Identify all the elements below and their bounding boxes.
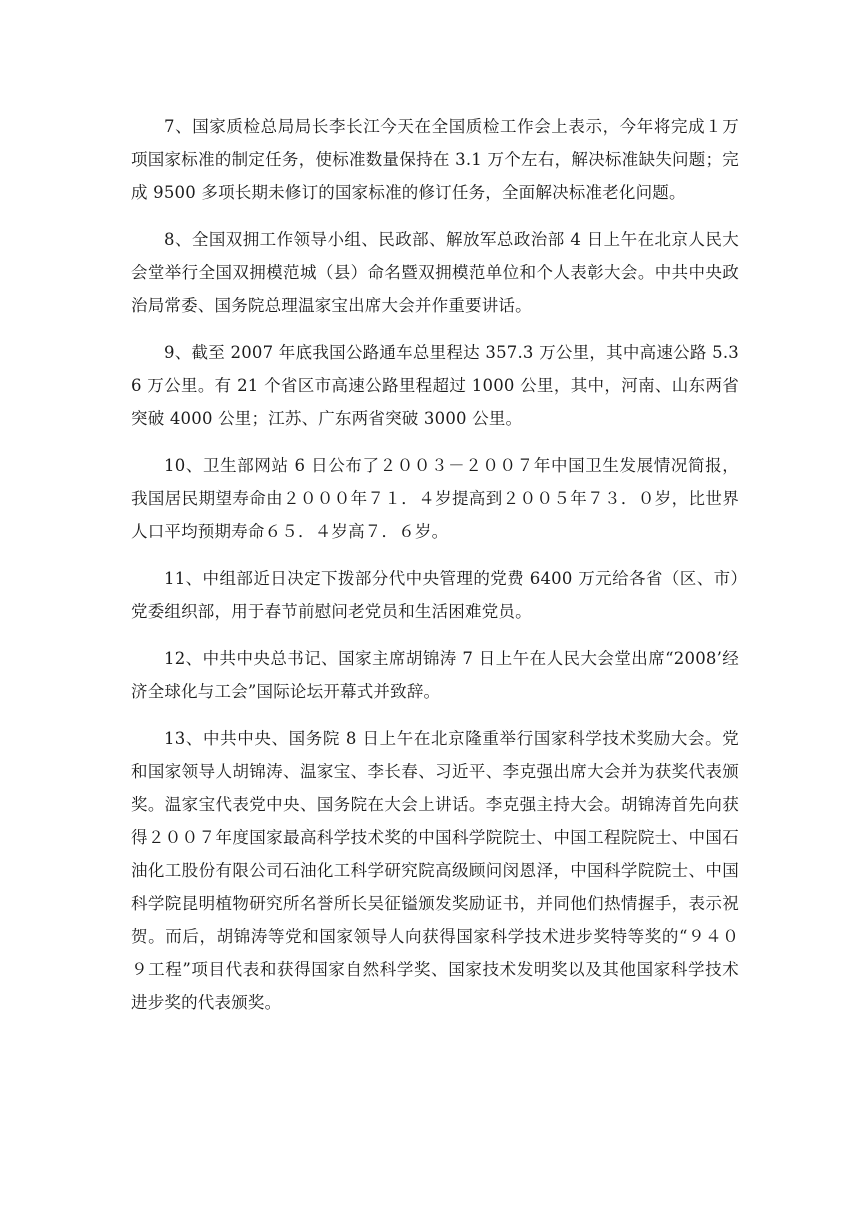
news-item-10: 10、卫生部网站 6 日公布了２００３－２００７年中国卫生发展情况简报，我国居民期望寿命由２０００年７１．４岁提高到２００５年７３．０岁，比世界人口平均预期寿命６５．４岁高７．６岁。 <box>131 456 739 541</box>
document-body <box>131 110 739 1033</box>
news-item-8: 8、全国双拥工作领导小组、民政部、解放军总政治部 4 日上午在北京人民大会堂举行全国双拥模范城（县）命名暨双拥模范单位和个人表彰大会。中共中央政治局常委、国务院总理温家宝出席大会并作重要讲话。 <box>131 230 739 315</box>
news-item-13: 13、中共中央、国务院 8 日上午在北京隆重举行国家科学技术奖励大会。党和国家领导人胡锦涛、温家宝、李长春、习近平、李克强出席大会并为获奖代表颁奖。温家宝代表党中央、国务院在大会上讲话。李克强主持大会。胡锦涛首先向获得２００７年度国家最高科学技术奖的中国科学院院士、中国工程院院士、中国石油化工股份有限公司石油化工科学研究院高级顾问闵恩泽，中国科学院院士、中国科学院昆明植物研究所名誉所长吴征镒颁发奖励证书，并同他们热情握手，表示祝贺。而后，胡锦涛等党和国家领导人向获得国家科学技术进步奖特等奖的“９４０９工程”项目代表和获得国家自然科学奖、国家技术发明奖以及其他国家科学技术进步奖的代表颁奖。 <box>131 729 739 1012</box>
news-item-11: 11、中组部近日决定下拨部分代中央管理的党费 6400 万元给各省（区、市）党委组织部，用于春节前慰问老党员和生活困难党员。 <box>131 569 739 621</box>
news-item-12: 12、中共中央总书记、国家主席胡锦涛 7 日上午在人民大会堂出席“2008’经济全球化与工会”国际论坛开幕式并致辞。 <box>131 649 739 701</box>
news-item-9: 9、截至 2007 年底我国公路通车总里程达 357.3 万公里，其中高速公路 5.36 万公里。有 21 个省区市高速公路里程超过 1000 公里，其中，河南、山东两省突破 4000 公里；江苏、广东两省突破 3000 公里。 <box>131 343 739 428</box>
news-item-7: 7、国家质检总局局长李长江今天在全国质检工作会上表示，今年将完成１万项国家标准的制定任务，使标准数量保持在 3.1 万个左右，解决标准缺失问题；完成 9500 多项长期未修订的国家标准的修订任务，全面解决标准老化问题。 <box>131 117 739 202</box>
